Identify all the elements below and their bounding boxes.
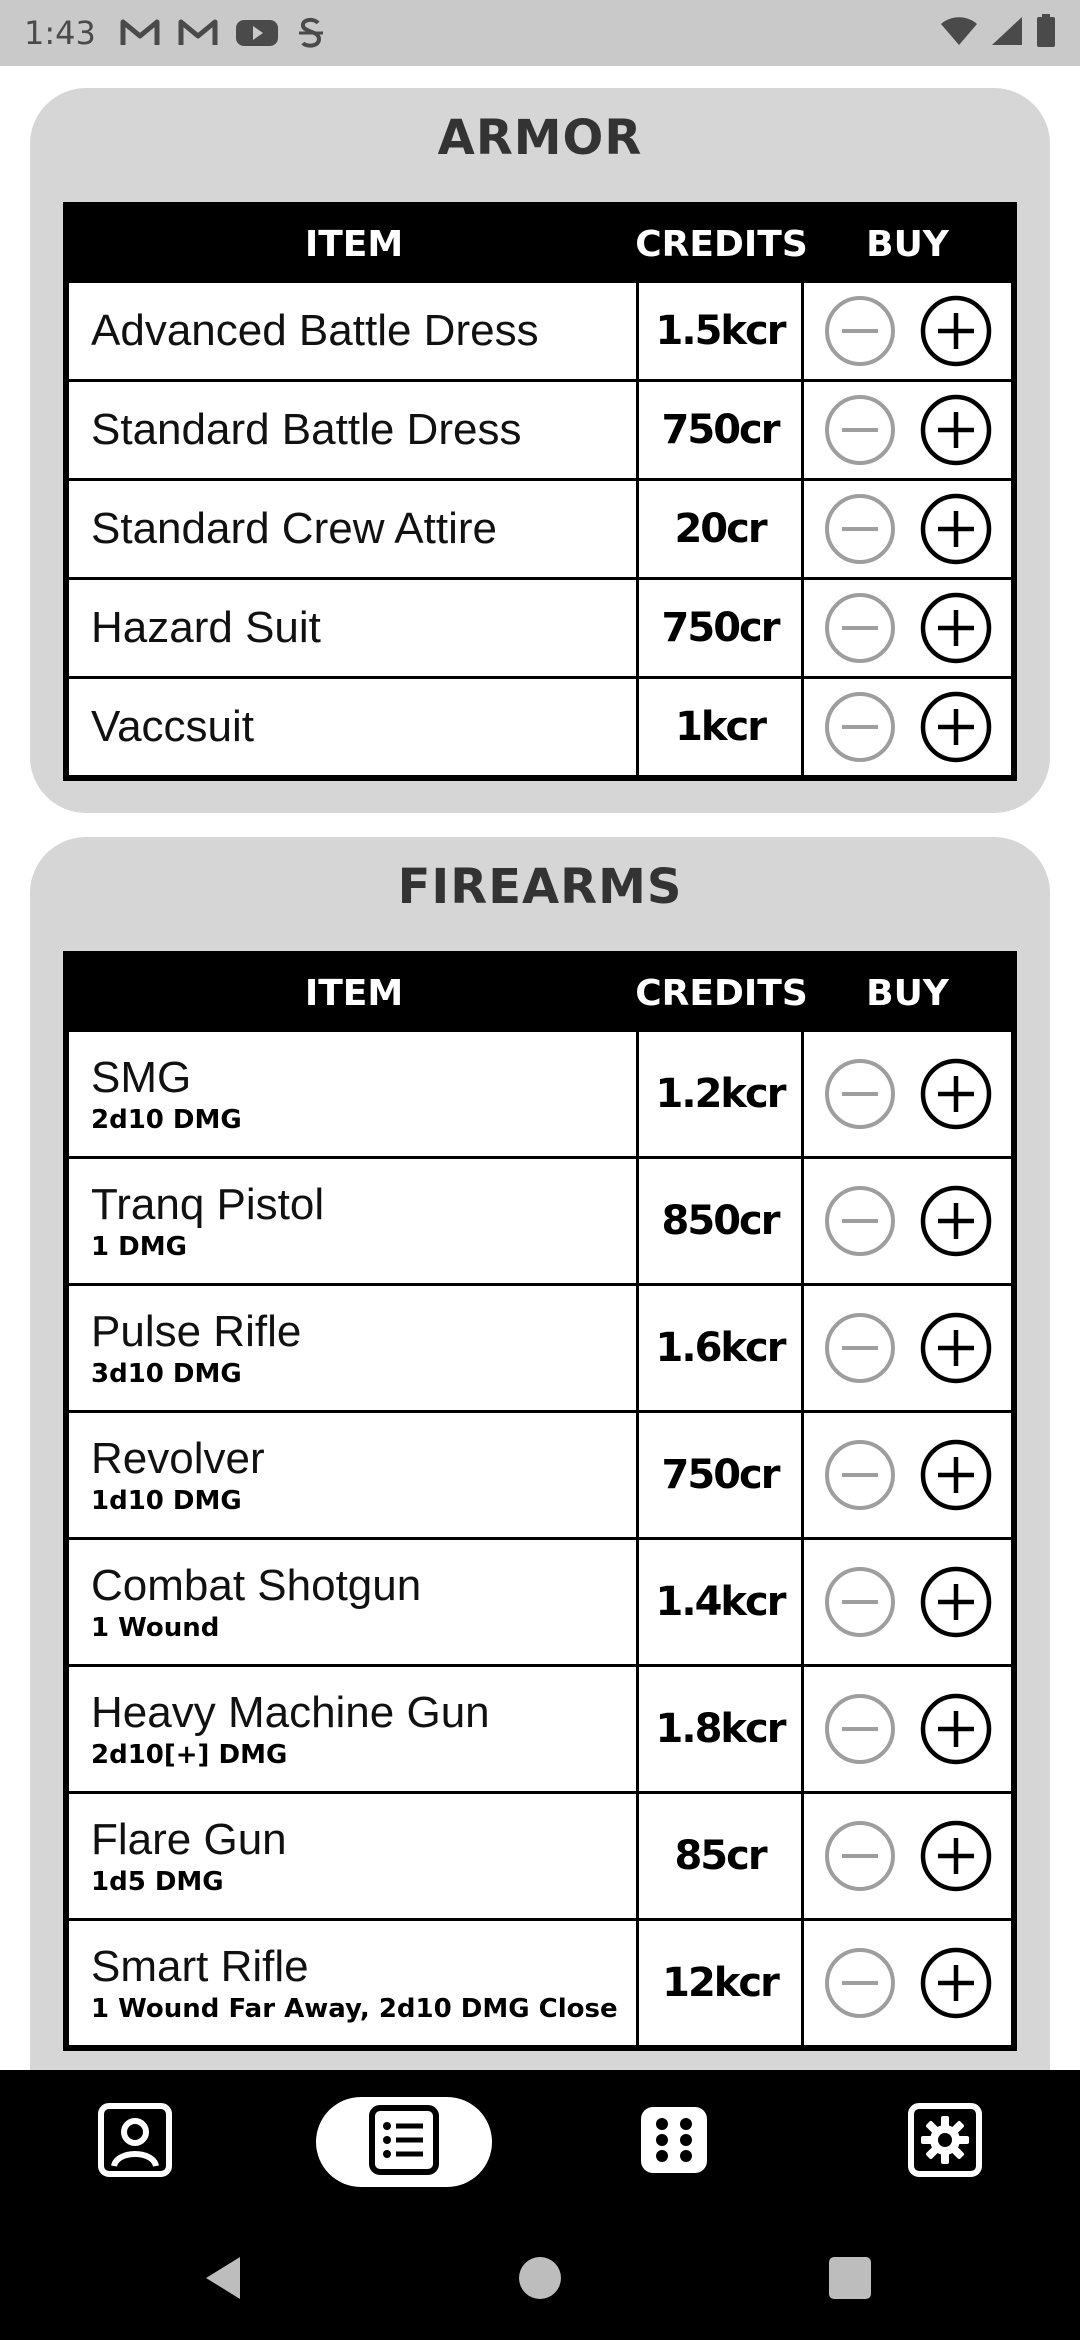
header-item: ITEM: [304, 223, 404, 265]
buy-controls: [804, 1413, 1011, 1537]
item-credits: 750cr: [639, 580, 804, 676]
table-row: [69, 1791, 1011, 1918]
firearms-title: FIREARMS: [397, 859, 683, 915]
item-credits: 750cr: [639, 1413, 804, 1537]
decrease-button[interactable]: [823, 1692, 897, 1766]
increase-button[interactable]: [919, 492, 993, 566]
plus-circle-icon: [919, 1692, 993, 1766]
item-damage: 2d10 DMG: [91, 1105, 242, 1135]
item-cell: [69, 283, 639, 379]
item-credits: 20cr: [639, 481, 804, 577]
decrease-button[interactable]: [823, 492, 897, 566]
character-icon: [97, 2102, 173, 2183]
decrease-button[interactable]: [823, 294, 897, 368]
increase-button[interactable]: [919, 591, 993, 665]
item-credits: 1.8kcr: [639, 1667, 804, 1791]
plus-circle-icon: [919, 690, 993, 764]
dice-icon: [638, 2104, 710, 2181]
item-name: Hazard Suit: [91, 603, 321, 652]
table-row: [69, 1918, 1011, 2045]
gmail-icon: [178, 18, 218, 48]
increase-button[interactable]: [919, 1946, 993, 2020]
buy-controls: [804, 580, 1011, 676]
plus-circle-icon: [919, 591, 993, 665]
firearms-table-header: [69, 957, 1011, 1029]
minus-circle-icon: [823, 1438, 897, 1512]
buy-controls: [804, 481, 1011, 577]
shop-content[interactable]: [0, 66, 1080, 2070]
back-button[interactable]: [185, 2240, 265, 2320]
decrease-button[interactable]: [823, 393, 897, 467]
minus-circle-icon: [823, 1819, 897, 1893]
minus-circle-icon: [823, 1184, 897, 1258]
item-cell: [69, 1794, 639, 1918]
armor-card: [30, 88, 1050, 813]
buy-controls: [804, 1794, 1011, 1918]
table-row: [69, 676, 1011, 775]
plus-circle-icon: [919, 1438, 993, 1512]
recents-icon: [828, 2256, 872, 2305]
item-name: Flare Gun: [91, 1815, 287, 1864]
item-credits: 850cr: [639, 1159, 804, 1283]
armor-table: [63, 202, 1017, 781]
app-icon: [296, 16, 326, 50]
item-name: Standard Battle Dress: [91, 405, 522, 454]
home-icon: [517, 2255, 563, 2306]
increase-button[interactable]: [919, 1057, 993, 1131]
settings-icon: [908, 2103, 982, 2182]
header-item: ITEM: [304, 972, 404, 1014]
wifi-icon: [940, 15, 978, 52]
item-name: Smart Rifle: [91, 1942, 309, 1991]
header-credits: CREDITS: [635, 223, 808, 265]
table-row: [69, 1410, 1011, 1537]
increase-button[interactable]: [919, 1692, 993, 1766]
increase-button[interactable]: [919, 1311, 993, 1385]
minus-circle-icon: [823, 1311, 897, 1385]
item-damage: 1 DMG: [91, 1232, 187, 1262]
item-cell: [69, 580, 639, 676]
plus-circle-icon: [919, 1311, 993, 1385]
minus-circle-icon: [823, 1565, 897, 1639]
decrease-button[interactable]: [823, 1057, 897, 1131]
item-credits: 85cr: [639, 1794, 804, 1918]
table-row: [69, 478, 1011, 577]
item-name: Vaccsuit: [91, 702, 255, 751]
table-row: [69, 379, 1011, 478]
armor-title: ARMOR: [437, 110, 643, 166]
buy-controls: [804, 382, 1011, 478]
item-damage: 3d10 DMG: [91, 1359, 242, 1389]
decrease-button[interactable]: [823, 1184, 897, 1258]
item-cell: [69, 1286, 639, 1410]
plus-circle-icon: [919, 1184, 993, 1258]
increase-button[interactable]: [919, 690, 993, 764]
plus-circle-icon: [919, 1057, 993, 1131]
item-name: Pulse Rifle: [91, 1307, 302, 1356]
item-damage: 1 Wound: [91, 1613, 220, 1643]
item-credits: 1.6kcr: [639, 1286, 804, 1410]
item-cell: [69, 1413, 639, 1537]
item-credits: 750cr: [639, 382, 804, 478]
item-cell: [69, 481, 639, 577]
header-buy: BUY: [866, 972, 949, 1014]
decrease-button[interactable]: [823, 1438, 897, 1512]
table-row: [69, 280, 1011, 379]
status-bar: [0, 0, 1080, 66]
decrease-button[interactable]: [823, 1565, 897, 1639]
plus-circle-icon: [919, 393, 993, 467]
item-name: SMG: [91, 1053, 192, 1102]
increase-button[interactable]: [919, 294, 993, 368]
firearms-table: [63, 951, 1017, 2051]
decrease-button[interactable]: [823, 1819, 897, 1893]
nav-settings-button[interactable]: [907, 2097, 983, 2187]
status-time: 1:43: [24, 14, 96, 52]
item-cell: [69, 382, 639, 478]
table-row: [69, 1283, 1011, 1410]
table-row: [69, 1537, 1011, 1664]
table-row: [69, 1029, 1011, 1156]
minus-circle-icon: [823, 1946, 897, 2020]
plus-circle-icon: [919, 294, 993, 368]
minus-circle-icon: [823, 294, 897, 368]
item-cell: [69, 1921, 639, 2045]
item-name: Advanced Battle Dress: [91, 306, 539, 355]
minus-circle-icon: [823, 1692, 897, 1766]
buy-controls: [804, 283, 1011, 379]
signal-icon: [990, 15, 1024, 52]
buy-controls: [804, 1921, 1011, 2045]
minus-circle-icon: [823, 591, 897, 665]
item-damage: 1d10 DMG: [91, 1486, 242, 1516]
armor-table-header: [69, 208, 1011, 280]
nav-dice-button[interactable]: [638, 2097, 710, 2187]
table-row: [69, 1664, 1011, 1791]
buy-controls: [804, 1667, 1011, 1791]
bottom-nav: [0, 2070, 1080, 2220]
item-damage: 1d5 DMG: [91, 1867, 224, 1897]
item-damage: 1 Wound Far Away, 2d10 DMG Close: [91, 1994, 618, 2024]
firearms-card: [30, 837, 1050, 2070]
item-cell: [69, 679, 639, 775]
nav-character-button[interactable]: [97, 2097, 173, 2187]
battery-icon: [1036, 14, 1056, 53]
increase-button[interactable]: [919, 393, 993, 467]
item-cell: [69, 1032, 639, 1156]
decrease-button[interactable]: [823, 1946, 897, 2020]
buy-controls: [804, 1540, 1011, 1664]
buy-controls: [804, 679, 1011, 775]
back-icon: [200, 2253, 250, 2308]
nav-list-button[interactable]: [316, 2097, 492, 2187]
minus-circle-icon: [823, 1057, 897, 1131]
item-credits: 1.4kcr: [639, 1540, 804, 1664]
item-name: Heavy Machine Gun: [91, 1688, 490, 1737]
list-icon: [369, 2105, 439, 2180]
item-cell: [69, 1540, 639, 1664]
buy-controls: [804, 1286, 1011, 1410]
minus-circle-icon: [823, 492, 897, 566]
item-credits: 1.5kcr: [639, 283, 804, 379]
decrease-button[interactable]: [823, 1311, 897, 1385]
youtube-icon: [236, 18, 278, 48]
item-credits: 1kcr: [639, 679, 804, 775]
item-damage: 2d10[+] DMG: [91, 1740, 288, 1770]
plus-circle-icon: [919, 1565, 993, 1639]
plus-circle-icon: [919, 492, 993, 566]
item-credits: 1.2kcr: [639, 1032, 804, 1156]
item-cell: [69, 1667, 639, 1791]
buy-controls: [804, 1159, 1011, 1283]
table-row: [69, 577, 1011, 676]
minus-circle-icon: [823, 393, 897, 467]
increase-button[interactable]: [919, 1565, 993, 1639]
header-buy: BUY: [866, 223, 949, 265]
decrease-button[interactable]: [823, 690, 897, 764]
gmail-icon: [120, 18, 160, 48]
decrease-button[interactable]: [823, 591, 897, 665]
increase-button[interactable]: [919, 1819, 993, 1893]
item-name: Revolver: [91, 1434, 265, 1483]
item-credits: 12kcr: [639, 1921, 804, 2045]
minus-circle-icon: [823, 690, 897, 764]
item-cell: [69, 1159, 639, 1283]
plus-circle-icon: [919, 1819, 993, 1893]
buy-controls: [804, 1032, 1011, 1156]
item-name: Combat Shotgun: [91, 1561, 422, 1610]
home-button[interactable]: [500, 2240, 580, 2320]
plus-circle-icon: [919, 1946, 993, 2020]
item-name: Standard Crew Attire: [91, 504, 497, 553]
system-nav-bar: [0, 2220, 1080, 2340]
recents-button[interactable]: [810, 2240, 890, 2320]
header-credits: CREDITS: [635, 972, 808, 1014]
increase-button[interactable]: [919, 1438, 993, 1512]
increase-button[interactable]: [919, 1184, 993, 1258]
table-row: [69, 1156, 1011, 1283]
item-name: Tranq Pistol: [91, 1180, 325, 1229]
